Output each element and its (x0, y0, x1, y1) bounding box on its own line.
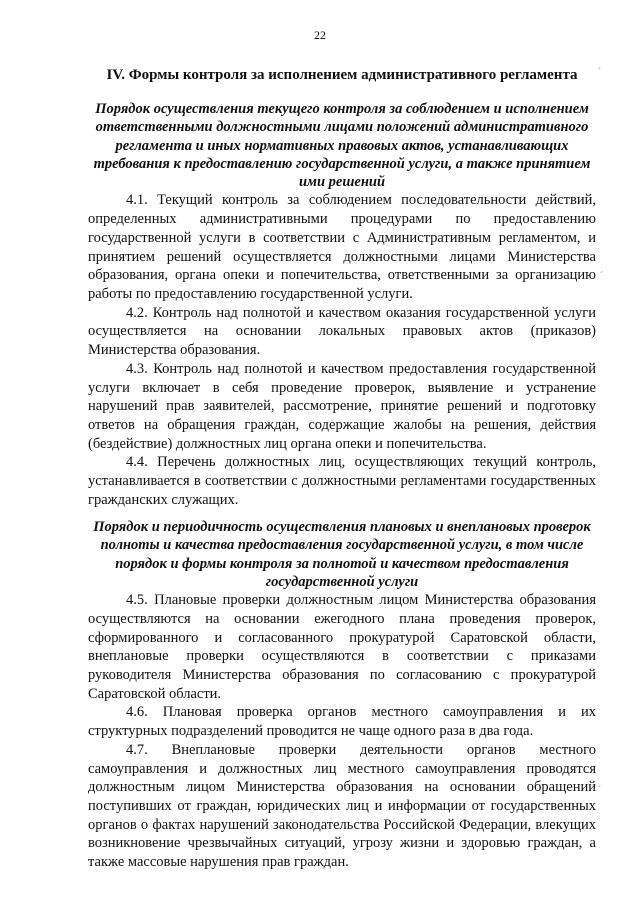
chapter-title: IV. Формы контроля за исполнением административного регламента (106, 67, 578, 83)
section-current-control (88, 100, 596, 509)
paragraph-4-4: 4.4. Перечень должностных лиц, осуществляющих текущий контроль, устанавливается в соответствии с должностными регламентами государственных гражданских служащих. (88, 454, 596, 508)
paragraph-4-7: 4.7. Внеплановые проверки деятельности органов местного самоуправления и должностных лиц местного самоуправления проводятся должностным лицом Министерства образования на основании обращений поступивших от граждан, юридических лиц и информации от государственных органов о фактах нарушений законодательства Российской Федерации, влекущих возникновение чрезвычайных ситуаций, угрозу жизни и здоровью граждан, а также массовые нарушения прав граждан. (88, 741, 596, 871)
paragraph-4-6: 4.6. Плановая проверка органов местного самоуправления и их структурных подразделений проводится не чаще одного раза в два года. (88, 704, 596, 740)
scan-speck: ´ (600, 270, 603, 280)
scan-speck: ´ (598, 66, 601, 76)
scan-speck: ´ (598, 784, 601, 794)
paragraph-4-2: 4.2. Контроль над полнотой и качеством оказания государственной услуги осуществляется на основании локальных правовых актов (приказов) Министерства образования. (88, 304, 596, 359)
section-heading: Порядок и периодичность осуществления плановых и внеплановых проверок полноты и качества предоставления государственной услуги, в том числе порядок и формы контроля за полнотой и качеством предоставления государственной услуги (93, 519, 591, 590)
paragraph-4-3: 4.3. Контроль над полнотой и качеством предоставления государственной услуги включает в себя проведение проверок, выявление и устранение нарушений прав заявителей, рассмотрение, принятие решений и подготовку ответов на обращения граждан, содержащие жалобы на решения, действия (бездействие) должностных лиц органа опеки и попечительства. (88, 360, 596, 452)
section-inspections (88, 518, 596, 872)
paragraph-4-1: 4.1. Текущий контроль за соблюдением последовательности действий, определенных административными процедурами по предоставлению государственной услуги в соответствии с Административным регламентом, и принятием решений осуществляется должностными лицами Министерства образования, органа опеки и попечительства, ответственными за организацию работы по предоставлению государственной услуги. (88, 192, 596, 302)
paragraph-4-5: 4.5. Плановые проверки должностным лицом Министерства образования осуществляются на основании ежегодного плана проведения проверок, сформированного и согласованного прокуратурой Саратовской области, внеплановые проверки осуществляются в соответствии с приказами руководителя Министерства образования по согласованию с прокуратурой Саратовской области. (88, 592, 596, 702)
page-number: 22 (314, 28, 326, 42)
section-heading: Порядок осуществления текущего контроля за соблюдением и исполнением ответственными должностными лицами положений административного регламента и иных нормативных правовых актов, устанавливающих требования к предоставлению государственной услуги, а также принятием ими решений (93, 101, 591, 191)
